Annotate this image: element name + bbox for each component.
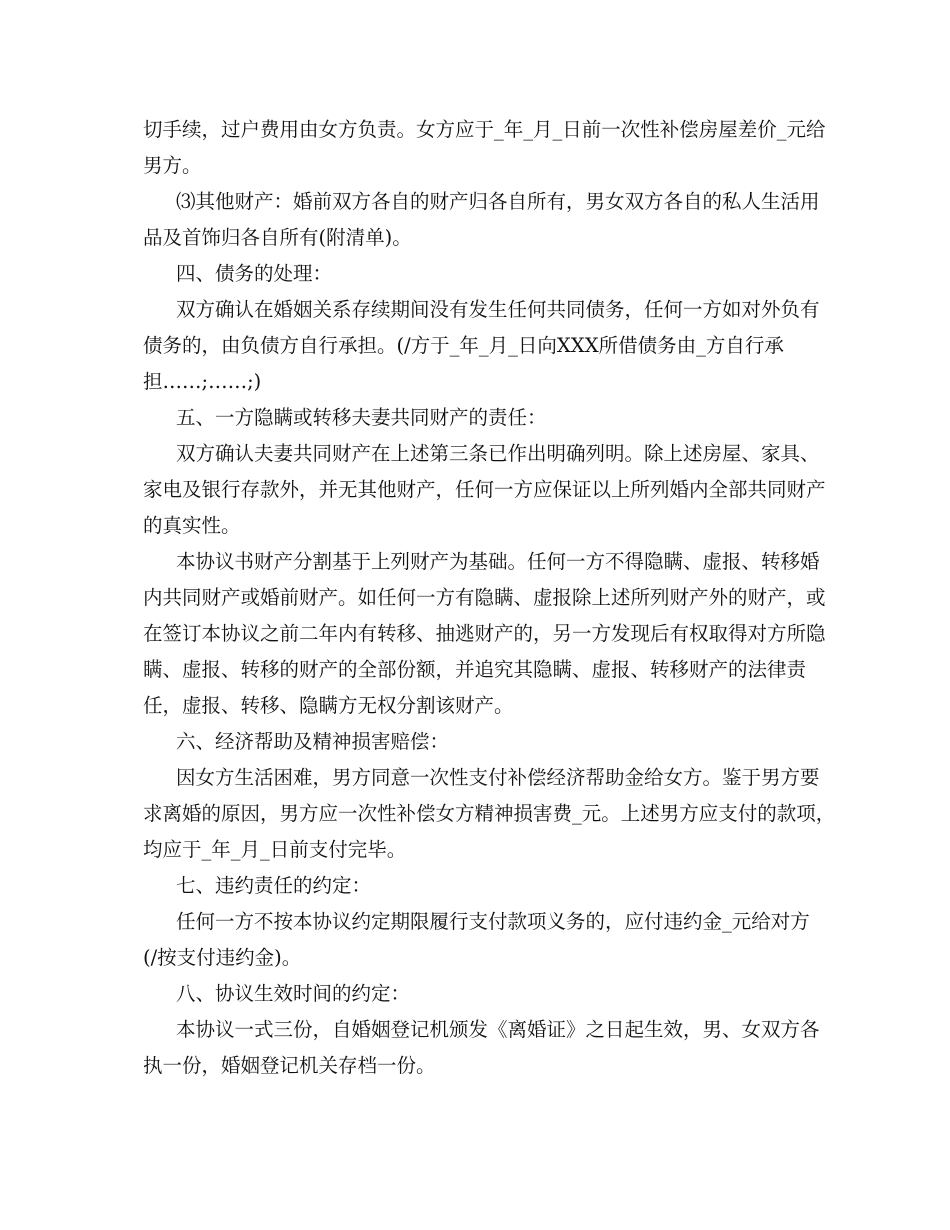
text-line: 在签订本协议之前二年内有转移、抽逃财产的，另一方发现后有权取得对方所隐 — [143, 622, 826, 645]
text-line: 担……;……;) — [143, 370, 262, 393]
text-line: 求离婚的原因，男方应一次性补偿女方精神损害费_元。上述男方应支付的款项， — [143, 802, 836, 825]
text-line: 任，虚报、转移、隐瞒方无权分割该财产。 — [143, 694, 514, 717]
text-line: 的真实性。 — [143, 514, 241, 537]
other-property-clause: ⑶其他财产：婚前双方各自的财产归各自所有，男女双方各自的私人生活用 — [176, 190, 820, 213]
text-line: 男方。 — [143, 154, 202, 177]
section-heading-breach: 七、违约责任的约定： — [176, 874, 372, 897]
text-line: 瞒、虚报、转移的财产的全部份额，并追究其隐瞒、虚报、转移财产的法律责 — [143, 658, 807, 681]
text-line: 债务的，由负债方自行承担。(/方于_年_月_日向XXX所借债务由_方自行承 — [143, 334, 784, 357]
text-line: 家电及银行存款外，并无其他财产，任何一方应保证以上所列婚内全部共同财产 — [143, 478, 826, 501]
text-line: (/按支付违约金)。 — [143, 946, 302, 969]
document-body — [143, 112, 836, 1084]
text-line: 内共同财产或婚前财产。如任何一方有隐瞒、虚报除上述所列财产外的财产，或 — [143, 586, 826, 609]
paragraph-start: 双方确认夫妻共同财产在上述第三条已作出明确列明。除上述房屋、家具、 — [176, 442, 820, 465]
paragraph-start: 因女方生活困难，男方同意一次性支付补偿经济帮助金给女方。鉴于男方要 — [176, 766, 820, 789]
paragraph-start: 任何一方不按本协议约定期限履行支付款项义务的，应付违约金_元给对方 — [176, 910, 810, 933]
paragraph-start: 双方确认在婚姻关系存续期间没有发生任何共同债务，任何一方如对外负有 — [176, 298, 820, 321]
paragraph-start: 本协议一式三份，自婚姻登记机颁发《离婚证》之日起生效，男、女双方各 — [176, 1018, 820, 1041]
text-line: 品及首饰归各自所有(附清单)。 — [143, 226, 412, 249]
section-heading-concealment: 五、一方隐瞒或转移夫妻共同财产的责任： — [176, 406, 547, 429]
paragraph-start: 本协议书财产分割基于上列财产为基础。任何一方不得隐瞒、虚报、转移婚 — [176, 550, 820, 573]
section-heading-effective-date: 八、协议生效时间的约定： — [176, 982, 411, 1005]
section-heading-debts: 四、债务的处理： — [176, 262, 333, 285]
text-line: 均应于_年_月_日前支付完毕。 — [143, 838, 407, 861]
text-line: 切手续，过户费用由女方负责。女方应于_年_月_日前一次性补偿房屋差价_元给 — [143, 118, 826, 141]
text-line: 执一份，婚姻登记机关存档一份。 — [143, 1054, 436, 1077]
section-heading-compensation: 六、经济帮助及精神损害赔偿： — [176, 730, 450, 753]
